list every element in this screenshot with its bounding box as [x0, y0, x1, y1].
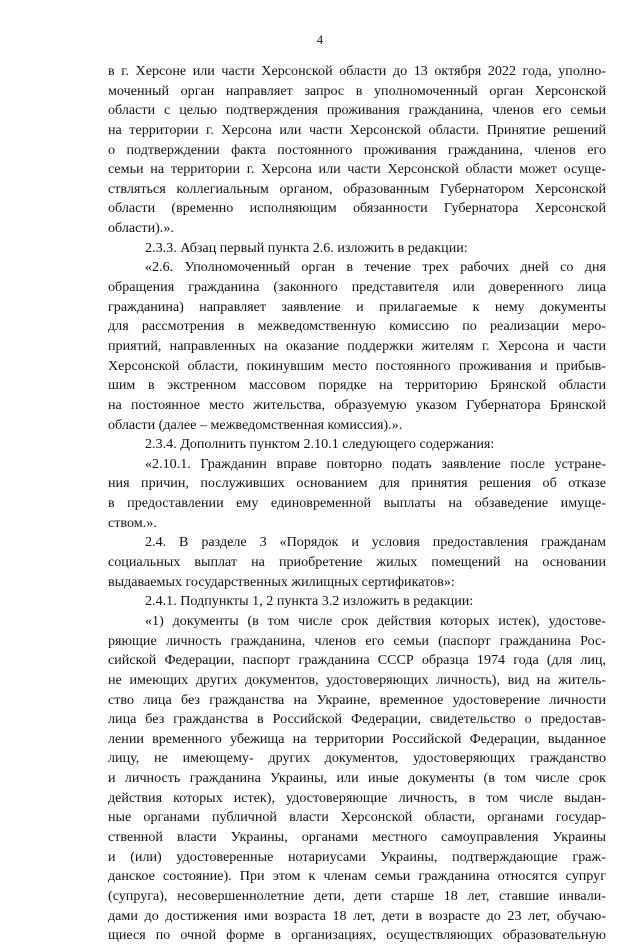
text-line: семьи на территории г. Херсона или части Херсонской области может осуще-: [108, 161, 606, 178]
text-line: в г. Херсоне или части Херсонской области до 13 октября 2022 года, уполно-: [108, 63, 606, 79]
text-line: щиеся по очной форме в организациях, осуществляющих образовательную: [108, 927, 606, 944]
text-line: области (временно исполняющим обязанности Губернатора Херсонской: [108, 200, 606, 217]
text-line: ные органами публичной власти Херсонской области, органами государ-: [108, 809, 606, 826]
text-line: выдаваемых государственных жилищных сертификатов»:: [108, 573, 455, 590]
text-line: 2.3.3. Абзац первый пункта 2.6. изложить в редакции:: [145, 239, 468, 256]
text-line: области (далее – межведомственная комиссия).».: [108, 416, 403, 433]
text-line: для рассмотрения в межведомственную комиссию по реализации меро-: [108, 318, 606, 335]
text-line: 2.3.4. Дополнить пунктом 2.10.1 следующего содержания:: [145, 436, 495, 453]
text-line: «2.10.1. Гражданин вправе повторно подать заявление после устране-: [145, 455, 606, 472]
text-line: о подтверждении факта постоянного проживания гражданина, членов его: [108, 141, 606, 158]
text-line: ство лица без гражданства на Украине, временное удостоверение личности: [108, 691, 606, 708]
text-line: в предоставлении ему единовременной выплаты на обзаведение имуще-: [108, 495, 606, 512]
text-line: ственной власти Украины, органами местного самоуправления Украины: [108, 828, 606, 845]
text-line: ствляться коллегиальным органом, образованным Губернатором Херсонской: [108, 180, 606, 197]
text-line: шим в экстренном массовом порядке на территорию Брянской области: [108, 377, 606, 394]
text-line: ряющие личность гражданина, членов его семьи (паспорт гражданина Рос-: [108, 632, 606, 649]
text-line: и личность гражданина Украины, или иные документы (в том числе срок: [108, 770, 606, 787]
text-line: обращения гражданина (законного представителя или доверенного лица: [108, 279, 606, 296]
page-number: 4: [316, 33, 324, 47]
text-line: дами до достижения ими возраста 18 лет, дети в возрасте до 23 лет, обучаю-: [108, 907, 606, 924]
text-line: на территории г. Херсона или части Херсонской области. Принятие решений: [108, 121, 606, 138]
text-line: 2.4.1. Подпункты 1, 2 пункта 3.2 изложить в редакции:: [145, 593, 474, 610]
text-line: действия которых истек), удостоверяющие личность, в том числе выдан-: [108, 789, 606, 806]
text-line: области с целью подтверждения проживания гражданина, членов его семьи: [108, 102, 606, 119]
text-line: лица без гражданства в Российской Федерации, свидетельство о предостав-: [108, 711, 606, 728]
text-line: не имеющих других документов, удостоверяющих личность), вид на житель-: [108, 671, 606, 688]
text-line: области).».: [108, 220, 174, 237]
text-line: гражданина) направляет заявление и прилагаемые к нему документы: [108, 298, 606, 315]
text-line: Херсонской области, покинувшим место постоянного проживания и прибыв-: [108, 357, 606, 374]
text-line: социальных выплат на приобретение жилых помещений на основании: [108, 554, 606, 571]
text-line: «1) документы (в том числе срок действия которых истек), удостове-: [145, 612, 606, 629]
text-line: ством.».: [108, 514, 157, 531]
text-line: ния причин, послуживших основанием для принятия решения об отказе: [108, 475, 606, 492]
text-line: (супруга), несовершеннолетние дети, дети старше 18 лет, ставшие инвали-: [108, 887, 606, 904]
text-line: сийской Федерации, паспорт гражданина СССР образца 1974 года (для лиц,: [108, 652, 606, 669]
text-line: 2.4. В разделе 3 «Порядок и условия предоставления гражданам: [145, 534, 606, 551]
text-line: данское состояние). При этом к членам семьи гражданина относятся супруг: [108, 868, 606, 885]
text-line: моченный орган направляет запрос в уполномоченный орган Херсонской: [108, 82, 606, 99]
text-line: «2.6. Уполномоченный орган в течение трех рабочих дней со дня: [145, 259, 606, 276]
document-body: [108, 62, 606, 946]
text-line: на постоянное место жительства, образуемую указом Губернатора Брянской: [108, 396, 606, 413]
text-line: и (или) удостоверенные нотариусами Украины, подтверждающие граж-: [108, 848, 606, 865]
text-line: приятий, направленных на оказание поддержки жителям г. Херсона и части: [108, 337, 606, 354]
text-line: лении временного убежища на территории Российской Федерации, выданное: [108, 730, 606, 747]
text-line: лицу, не имеющему- других документов, удостоверяющих гражданство: [108, 750, 606, 767]
